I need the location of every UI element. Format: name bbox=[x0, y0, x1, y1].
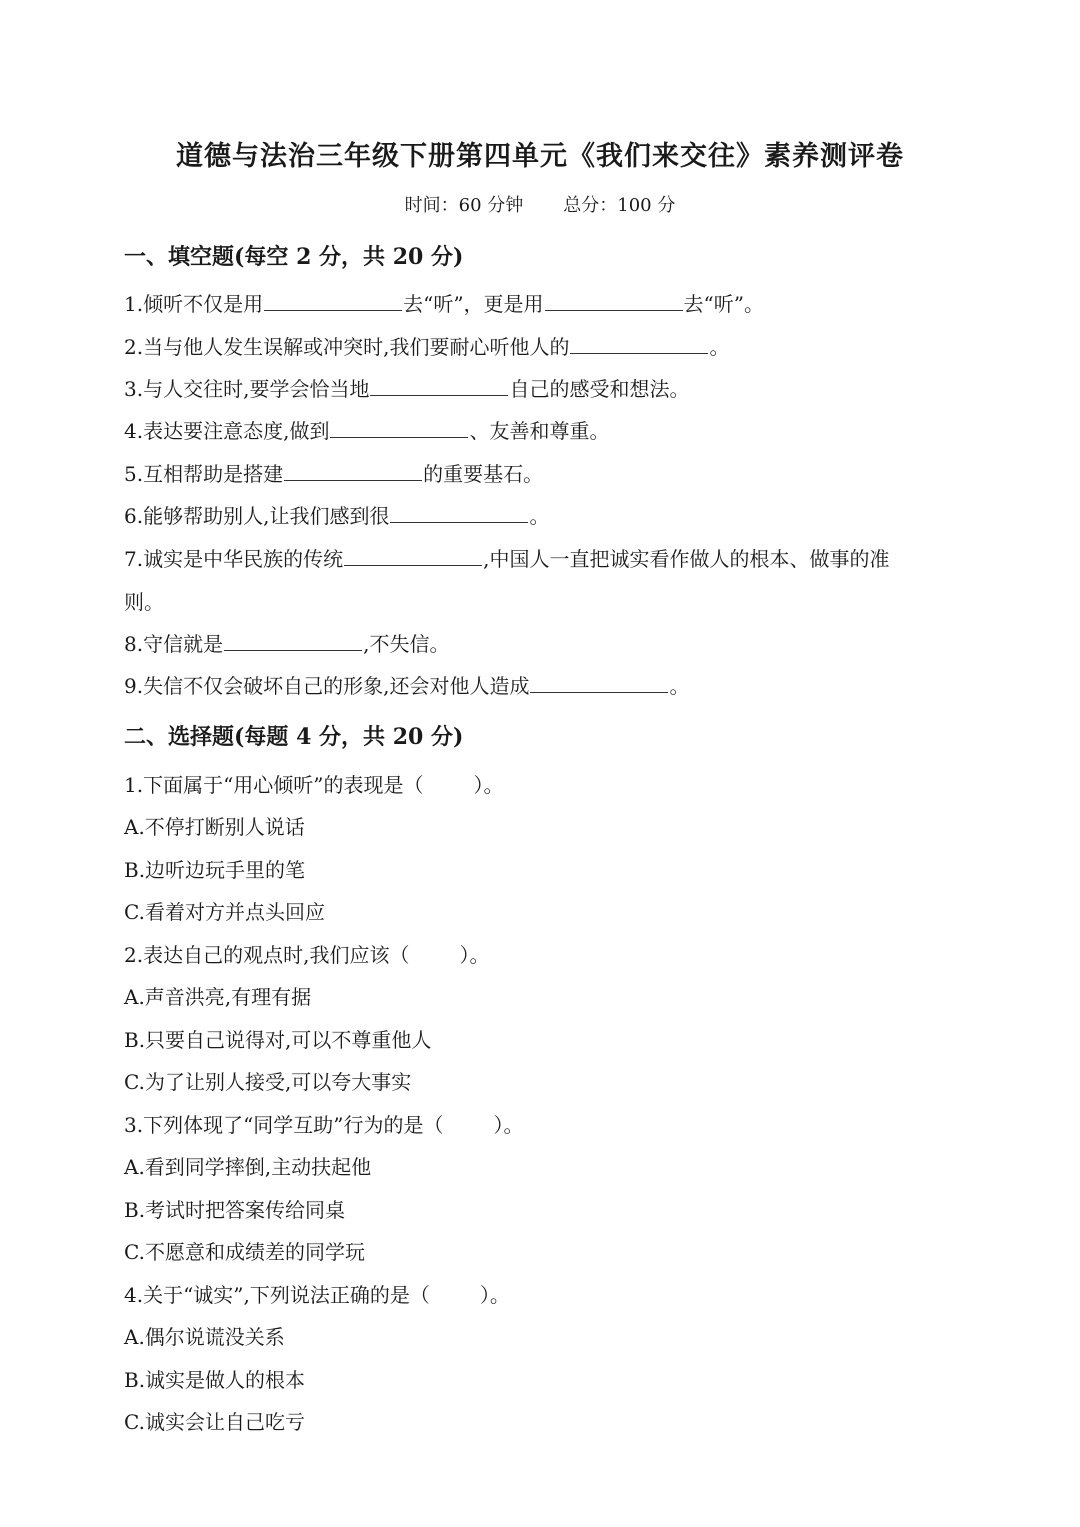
fill-question-5 bbox=[124, 460, 543, 488]
fill-question-7-continued: 则。 bbox=[124, 590, 164, 614]
question-text: ,不失信。 bbox=[363, 632, 450, 656]
question-text: 5.互相帮助是搭建 bbox=[124, 462, 284, 486]
choice-question-2 bbox=[124, 941, 489, 969]
question-text: 。 bbox=[529, 504, 550, 528]
question-text: 4.表达要注意态度,做到 bbox=[124, 419, 330, 443]
choice-option: A.声音洪亮,有理有据 bbox=[124, 985, 312, 1009]
answer-blank bbox=[545, 290, 683, 311]
question-text: 的重要基石。 bbox=[423, 462, 544, 486]
fill-question-2 bbox=[124, 333, 729, 361]
answer-blank bbox=[370, 375, 508, 396]
fill-question-9 bbox=[124, 672, 689, 700]
fill-question-7 bbox=[124, 545, 889, 573]
choice-question-3 bbox=[124, 1111, 524, 1139]
answer-blank bbox=[390, 502, 528, 523]
question-text: 3.下列体现了“同学互助”行为的是（ bbox=[124, 1113, 444, 1137]
answer-blank bbox=[530, 672, 668, 693]
choice-question-1 bbox=[124, 771, 504, 799]
time-limit: 时间：60 分钟 bbox=[404, 195, 524, 216]
exam-title: 道德与法治三年级下册第四单元《我们来交往》素养测评卷 bbox=[176, 141, 904, 172]
choice-option: B.考试时把答案传给同桌 bbox=[124, 1198, 346, 1222]
question-text: 去“听”。 bbox=[683, 292, 764, 316]
question-text: 3.与人交往时,要学会恰当地 bbox=[124, 377, 370, 401]
choice-question-4 bbox=[124, 1281, 510, 1309]
section-2-heading: 二、选择题(每题 4 分，共 20 分) bbox=[124, 724, 464, 750]
exam-meta bbox=[0, 191, 1080, 217]
question-text: 9.失信不仅会破坏自己的形象,还会对他人造成 bbox=[124, 674, 530, 698]
choice-option: C.看着对方并点头回应 bbox=[124, 900, 325, 924]
question-text: 1.倾听不仅是用 bbox=[124, 292, 264, 316]
question-text: 4.关于“诚实”,下列说法正确的是（ bbox=[124, 1283, 430, 1307]
question-text: 6.能够帮助别人,让我们感到很 bbox=[124, 504, 390, 528]
question-text: ）。 bbox=[473, 773, 504, 797]
question-text: 。 bbox=[709, 335, 730, 359]
choice-option: B.边听边玩手里的笔 bbox=[124, 858, 306, 882]
answer-blank bbox=[330, 417, 468, 438]
question-text: 8.守信就是 bbox=[124, 632, 224, 656]
choice-option: B.诚实是做人的根本 bbox=[124, 1368, 306, 1392]
choice-option: C.诚实会让自己吃亏 bbox=[124, 1410, 305, 1434]
question-text: ,中国人一直把诚实看作做人的根本、做事的准 bbox=[483, 547, 890, 571]
question-text: ）。 bbox=[493, 1113, 524, 1137]
choice-option: A.不停打断别人说话 bbox=[124, 815, 305, 839]
question-text: ）。 bbox=[479, 1283, 510, 1307]
question-text: 7.诚实是中华民族的传统 bbox=[124, 547, 344, 571]
question-text: 。 bbox=[669, 674, 690, 698]
fill-question-6 bbox=[124, 502, 549, 530]
question-text: 1.下面属于“用心倾听”的表现是（ bbox=[124, 773, 424, 797]
question-text: 、友善和尊重。 bbox=[469, 419, 610, 443]
question-text: ）。 bbox=[459, 943, 490, 967]
choice-option: A.看到同学摔倒,主动扶起他 bbox=[124, 1155, 372, 1179]
fill-question-4 bbox=[124, 417, 609, 445]
answer-blank bbox=[344, 545, 482, 566]
answer-blank bbox=[284, 460, 422, 481]
choice-option: C.为了让别人接受,可以夸大事实 bbox=[124, 1070, 412, 1094]
fill-question-1 bbox=[124, 290, 764, 318]
section-1-heading: 一、填空题(每空 2 分，共 20 分) bbox=[124, 244, 464, 270]
question-text: 2.表达自己的观点时,我们应该（ bbox=[124, 943, 410, 967]
fill-question-8 bbox=[124, 630, 449, 658]
answer-blank bbox=[224, 630, 362, 651]
choice-option: C.不愿意和成绩差的同学玩 bbox=[124, 1240, 365, 1264]
question-text: 自己的感受和想法。 bbox=[509, 377, 690, 401]
total-score: 总分：100 分 bbox=[563, 195, 676, 216]
fill-question-3 bbox=[124, 375, 689, 403]
choice-option: B.只要自己说得对,可以不尊重他人 bbox=[124, 1028, 432, 1052]
question-text: 2.当与他人发生误解或冲突时,我们要耐心听他人的 bbox=[124, 335, 570, 359]
question-text: 去“听”，更是用 bbox=[403, 292, 544, 316]
answer-blank bbox=[264, 290, 402, 311]
choice-option: A.偶尔说谎没关系 bbox=[124, 1325, 285, 1349]
answer-blank bbox=[570, 333, 708, 354]
